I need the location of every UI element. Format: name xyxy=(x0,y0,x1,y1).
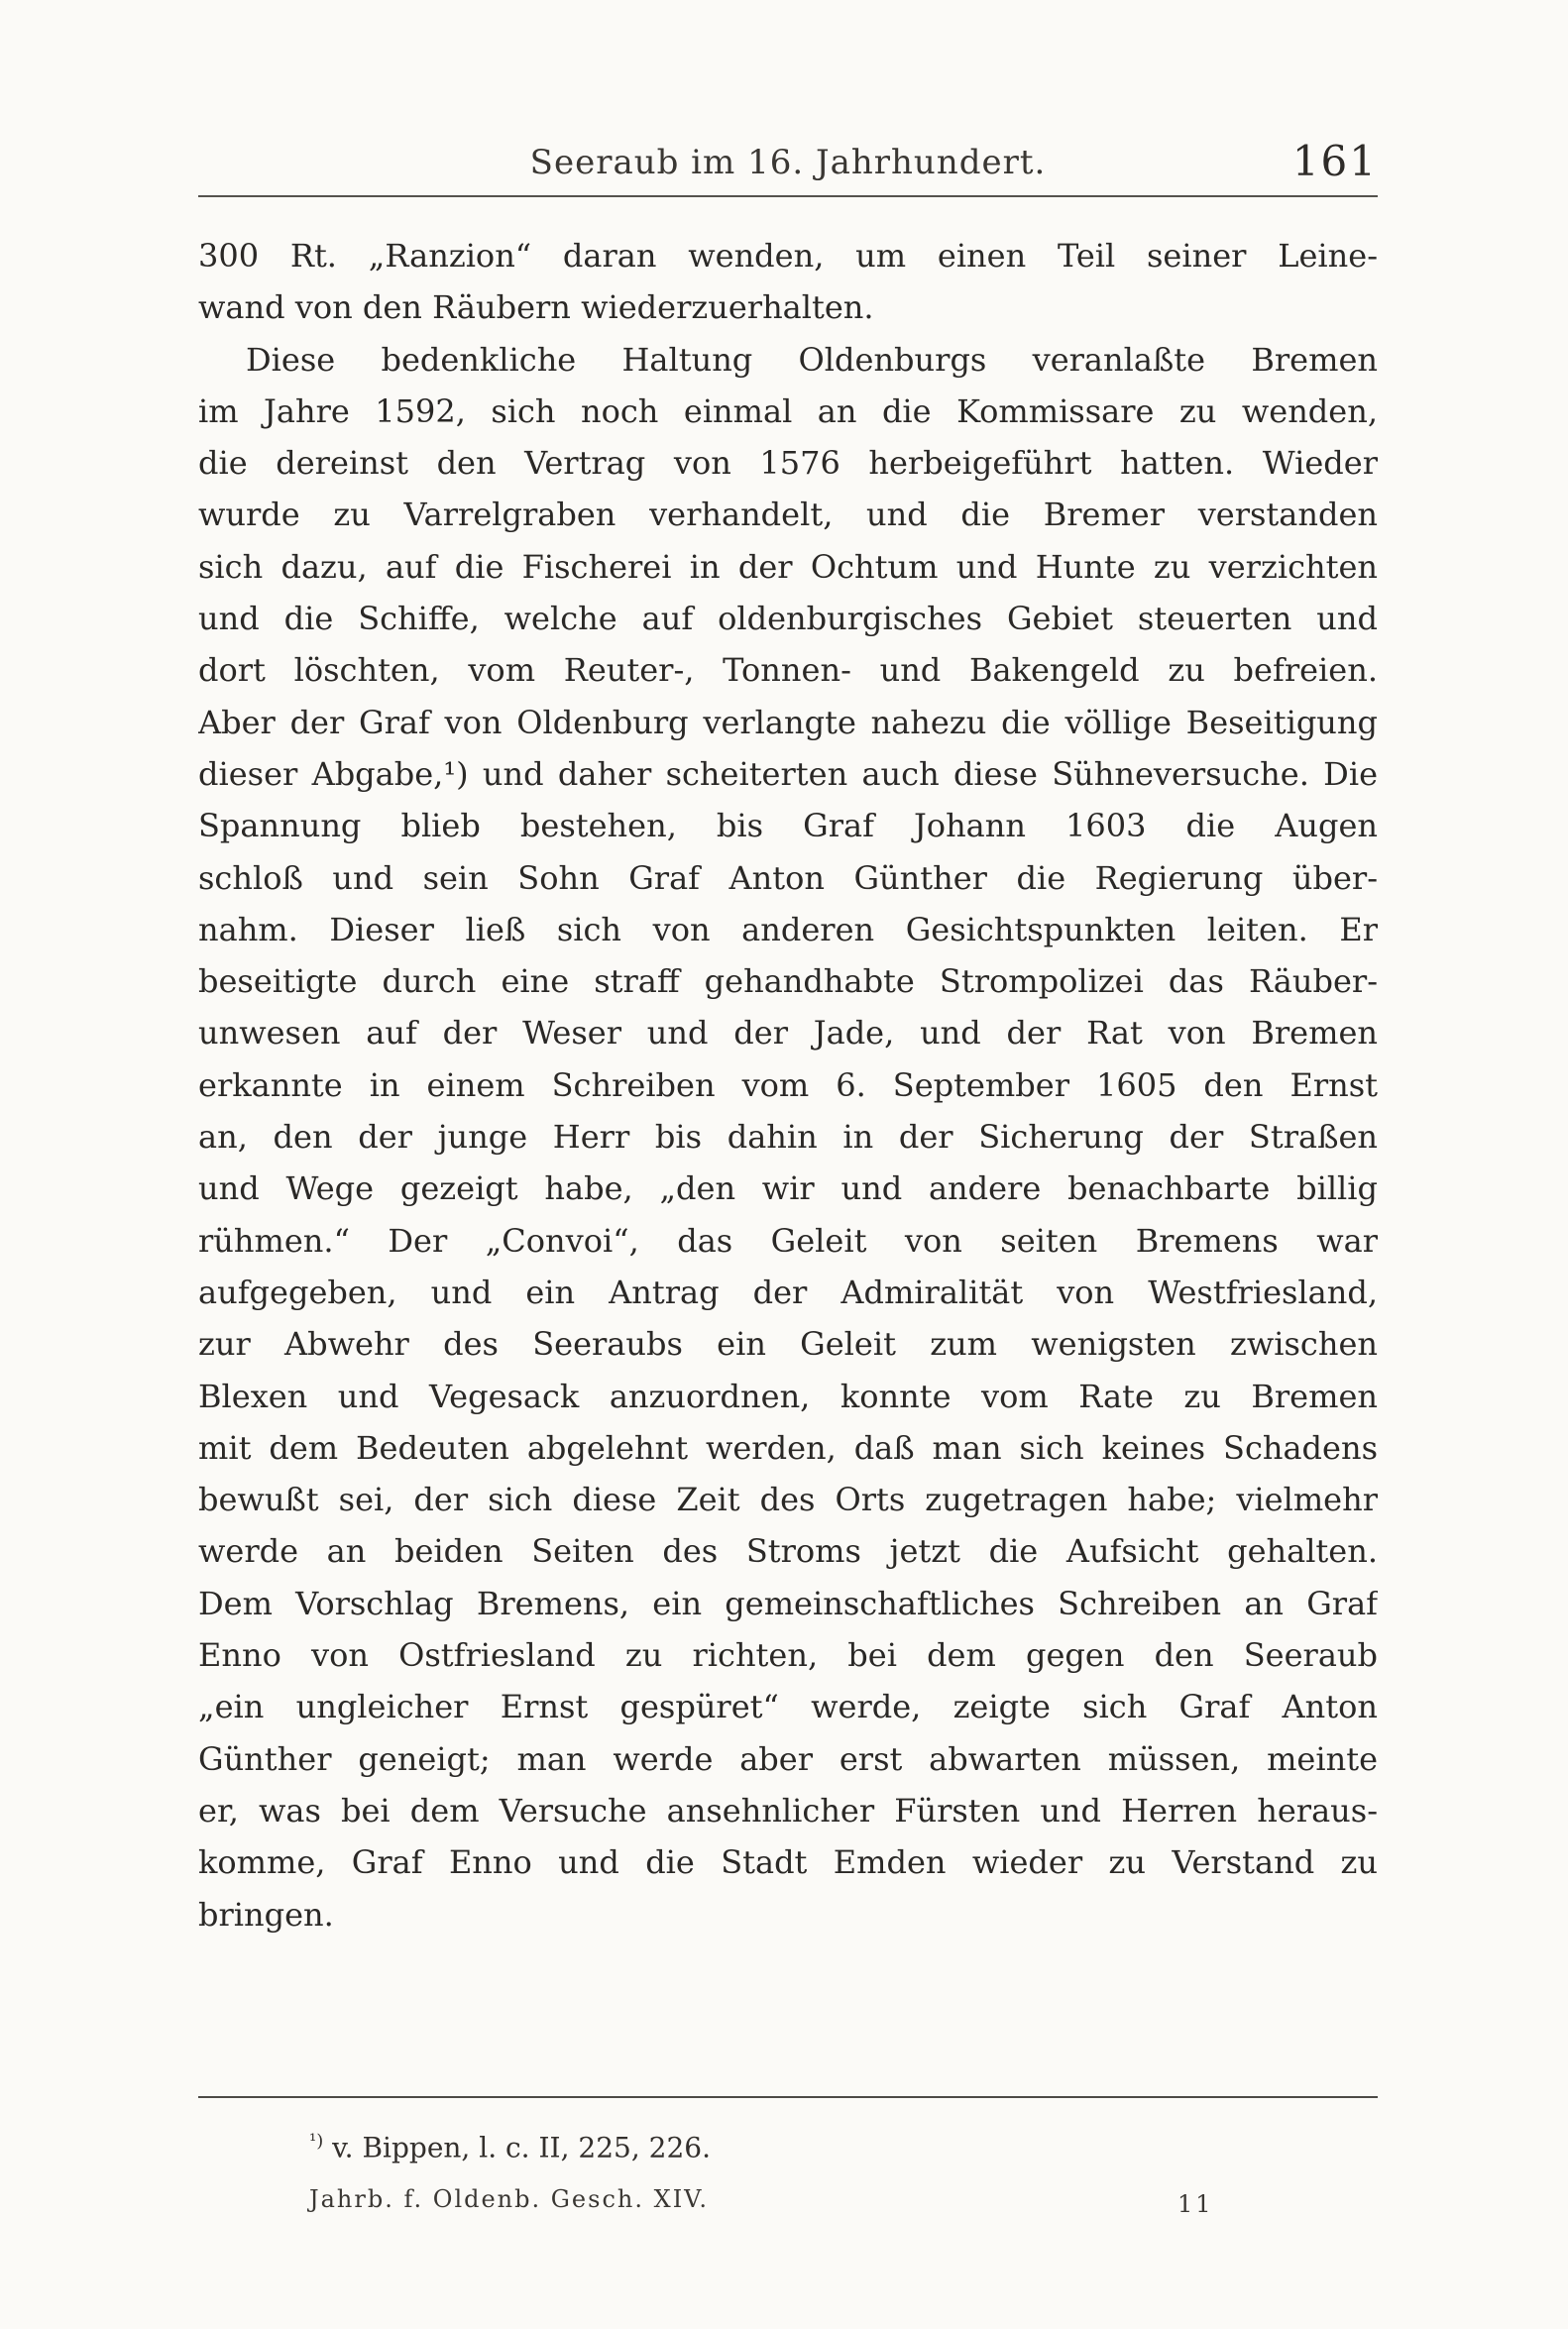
text-line: Blexen und Vegesack anzuordnen, konnte vom Rate zu Bremen xyxy=(198,1377,1378,1415)
running-head xyxy=(198,137,1378,192)
text-line: schloß und sein Sohn Graf Anton Günther die Regierung über- xyxy=(198,858,1378,897)
header-rule xyxy=(198,195,1378,197)
text-line: Aber der Graf von Oldenburg verlangte nahezu die völlige Beseitigung xyxy=(198,703,1378,741)
text-line: bewußt sei, der sich diese Zeit des Orts zugetragen habe; vielmehr xyxy=(198,1481,1378,1519)
text-line: mit dem Bedeuten abgelehnt werden, daß man sich keines Schadens xyxy=(198,1428,1378,1467)
footnote-rule xyxy=(198,2096,1378,2098)
text-line: 300 Rt. „Ranzion“ daran wenden, um einen Teil seiner Leine- xyxy=(198,237,1378,275)
bibliographic-signature: Jahrb. f. Oldenb. Gesch. XIV. xyxy=(309,2185,709,2213)
text-line: komme, Graf Enno und die Stadt Emden wieder zu Verstand zu xyxy=(198,1843,1378,1882)
text-line: Günther geneigt; man werde aber erst abwarten müssen, meinte xyxy=(198,1739,1378,1778)
text-line: wand von den Räubern wiederzuerhalten. xyxy=(198,288,874,327)
page-number: 161 xyxy=(1291,137,1378,185)
sheet-number: 11 xyxy=(1177,2190,1214,2218)
text-line: er, was bei dem Versuche ansehnlicher Fürsten und Herren heraus- xyxy=(198,1791,1378,1830)
text-line: im Jahre 1592, sich noch einmal an die Kommissare zu wenden, xyxy=(198,391,1378,430)
text-line: dieser Abgabe,¹) und daher scheiterten auch diese Sühneversuche. Die xyxy=(198,754,1378,793)
text-line: die dereinst den Vertrag von 1576 herbeigeführt hatten. Wieder xyxy=(198,444,1378,483)
text-line: werde an beiden Seiten des Stroms jetzt die Aufsicht gehalten. xyxy=(198,1532,1378,1571)
text-line: aufgegeben, und ein Antrag der Admiralität von Westfriesland, xyxy=(198,1273,1378,1311)
text-line: „ein ungleicher Ernst gespüret“ werde, zeigte sich Graf Anton xyxy=(198,1688,1378,1726)
footnote-marker: ¹) xyxy=(309,2131,324,2152)
text-line: rühmen.“ Der „Convoi“, das Geleit von seiten Bremens war xyxy=(198,1221,1378,1260)
text-line: bringen. xyxy=(198,1895,334,1934)
text-line: Diese bedenkliche Haltung Oldenburgs veranlaßte Bremen xyxy=(246,340,1378,379)
text-line: wurde zu Varrelgraben verhandelt, und die Bremer verstanden xyxy=(198,496,1378,534)
text-line: Dem Vorschlag Bremens, ein gemeinschaftliches Schreiben an Graf xyxy=(198,1584,1378,1622)
text-line: Enno von Ostfriesland zu richten, bei dem gegen den Seeraub xyxy=(198,1636,1378,1675)
text-line: beseitigte durch eine straff gehandhabte Strompolizei das Räuber- xyxy=(198,962,1378,1001)
text-line: sich dazu, auf die Fischerei in der Ochtum und Hunte zu verzichten xyxy=(198,547,1378,586)
text-line: und die Schiffe, welche auf oldenburgisches Gebiet steuerten und xyxy=(198,600,1378,638)
text-line: zur Abwehr des Seeraubs ein Geleit zum wenigsten zwischen xyxy=(198,1325,1378,1364)
text-line: nahm. Dieser ließ sich von anderen Gesichtspunkten leiten. Er xyxy=(198,910,1378,948)
text-line: an, den der junge Herr bis dahin in der Sicherung der Straßen xyxy=(198,1118,1378,1157)
text-line: erkannte in einem Schreiben vom 6. September 1605 den Ernst xyxy=(198,1065,1378,1104)
text-line: dort löschten, vom Reuter-, Tonnen- und Bakengeld zu befreien. xyxy=(198,651,1378,690)
body-text xyxy=(198,230,1378,1941)
running-title: Seeraub im 16. Jahrhundert. xyxy=(529,143,1047,182)
text-line: Spannung blieb bestehen, bis Graf Johann 1603 die Augen xyxy=(198,807,1378,845)
footnote xyxy=(309,2131,711,2163)
text-line: und Wege gezeigt habe, „den wir und andere benachbarte billig xyxy=(198,1169,1378,1208)
text-line: unwesen auf der Weser und der Jade, und der Rat von Bremen xyxy=(198,1014,1378,1053)
footnote-text: v. Bippen, l. c. II, 225, 226. xyxy=(332,2131,711,2164)
